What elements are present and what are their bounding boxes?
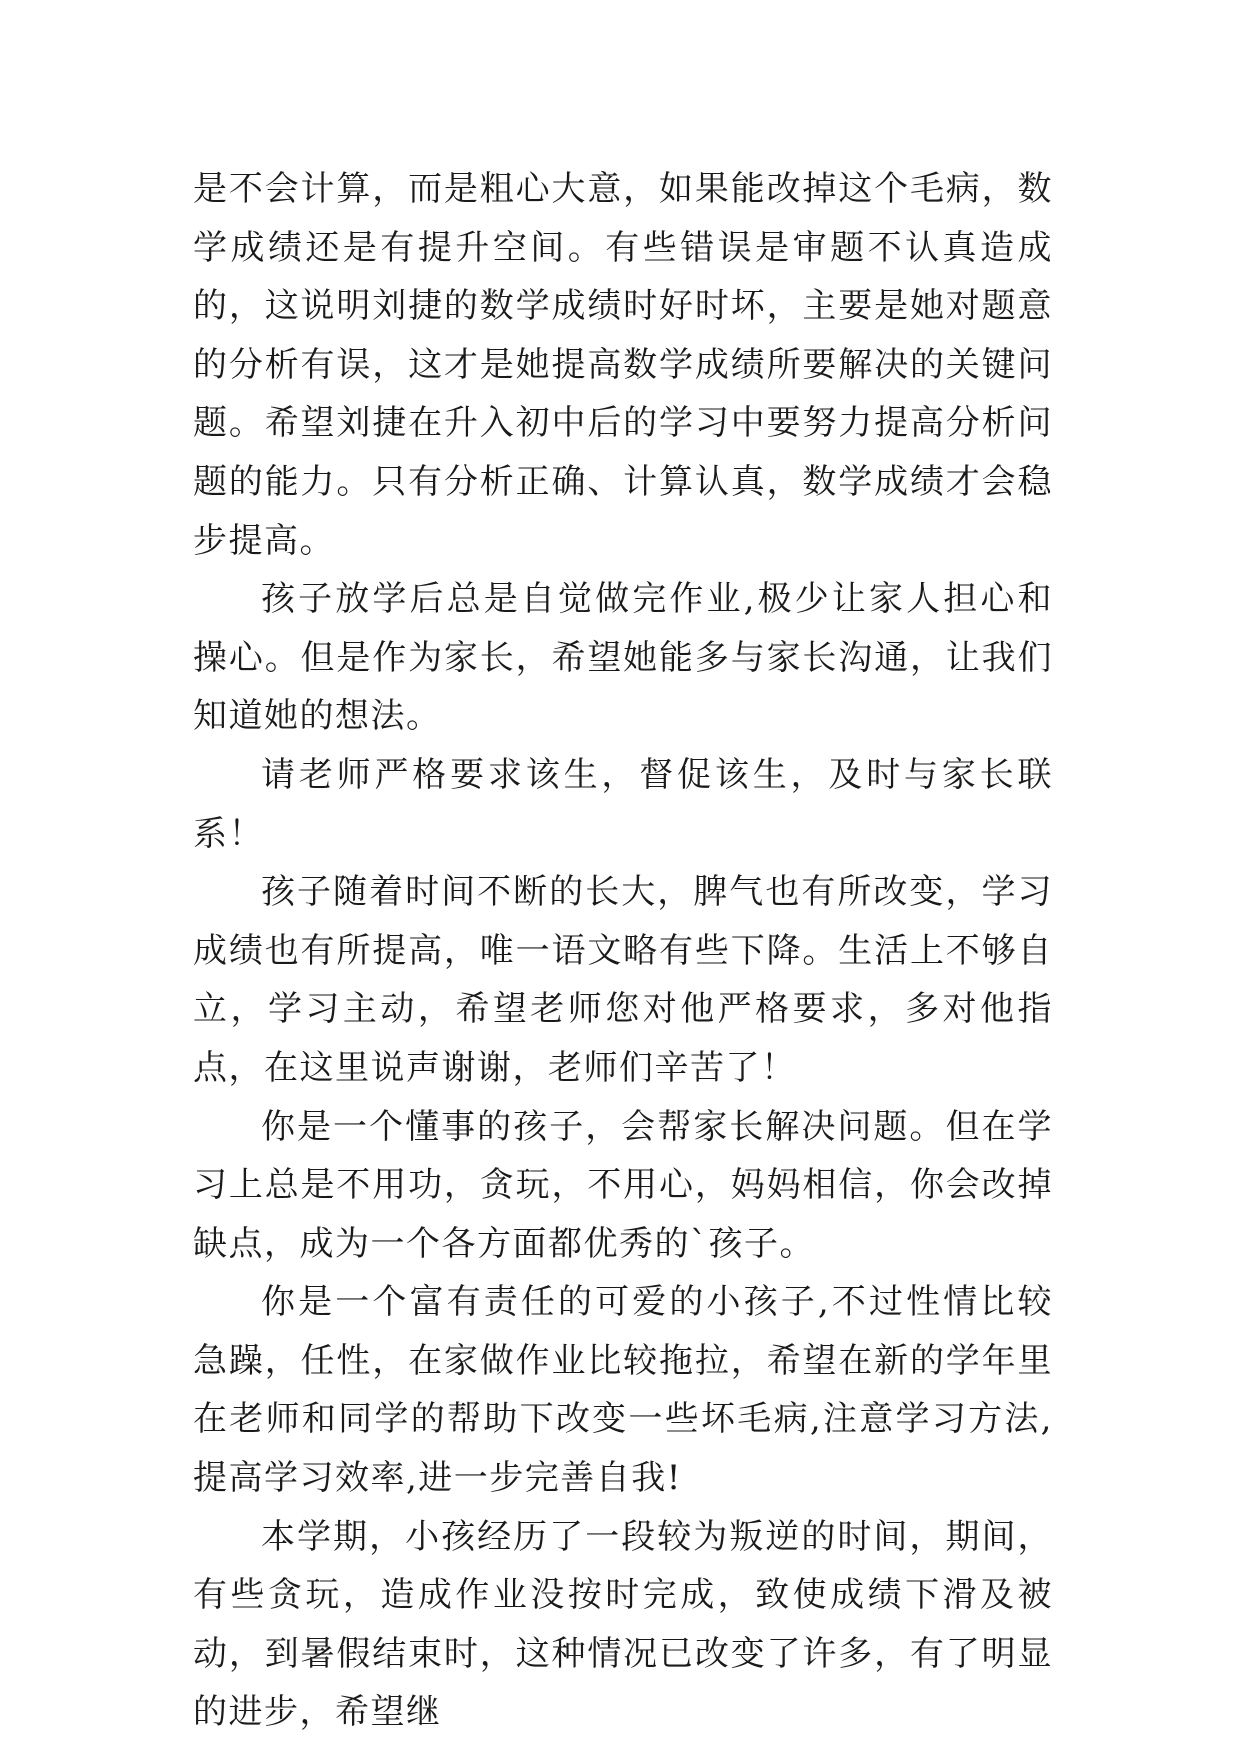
paragraph: 请老师严格要求该生，督促该生，及时与家长联系！ [193, 754, 1053, 854]
paragraph: 你是一个富有责任的可爱的小孩子,不过性情比较急躁，任性，在家做作业比较拖拉，希望在新的学年里在老师和同学的帮助下改变一些坏毛病,注意学习方法,提高学习效率,进一步完善自我! [193, 1282, 1053, 1499]
paragraph: 是不会计算，而是粗心大意，如果能改掉这个毛病，数学成绩还是有提升空间。有些错误是审题不认真造成的，这说明刘捷的数学成绩时好时坏，主要是她对题意的分析有误，这才是她提高数学成绩所要解决的关键问题。希望刘捷在升入初中后的学习中要努力提高分析问题的能力。只有分析正确、计算认真，数学成绩才会稳步提高。 [193, 169, 1053, 561]
paragraph: 孩子放学后总是自觉做完作业,极少让家人担心和操心。但是作为家长，希望她能多与家长沟通，让我们知道她的想法。 [193, 579, 1053, 737]
paragraph: 孩子随着时间不断的长大，脾气也有所改变，学习成绩也有所提高，唯一语文略有些下降。生活上不够自立，学习主动，希望老师您对他严格要求，多对他指点，在这里说声谢谢，老师们辛苦了！ [193, 872, 1053, 1088]
document-body [193, 160, 1053, 1742]
paragraph: 本学期，小孩经历了一段较为叛逆的时间，期间，有些贪玩，造成作业没按时完成，致使成绩下滑及被动，到暑假结束时，这种情况已改变了许多，有了明显的进步，希望继 [193, 1516, 1053, 1733]
paragraph: 你是一个懂事的孩子，会帮家长解决问题。但在学习上总是不用功，贪玩，不用心，妈妈相信，你会改掉缺点，成为一个各方面都优秀的`孩子。 [193, 1106, 1053, 1264]
